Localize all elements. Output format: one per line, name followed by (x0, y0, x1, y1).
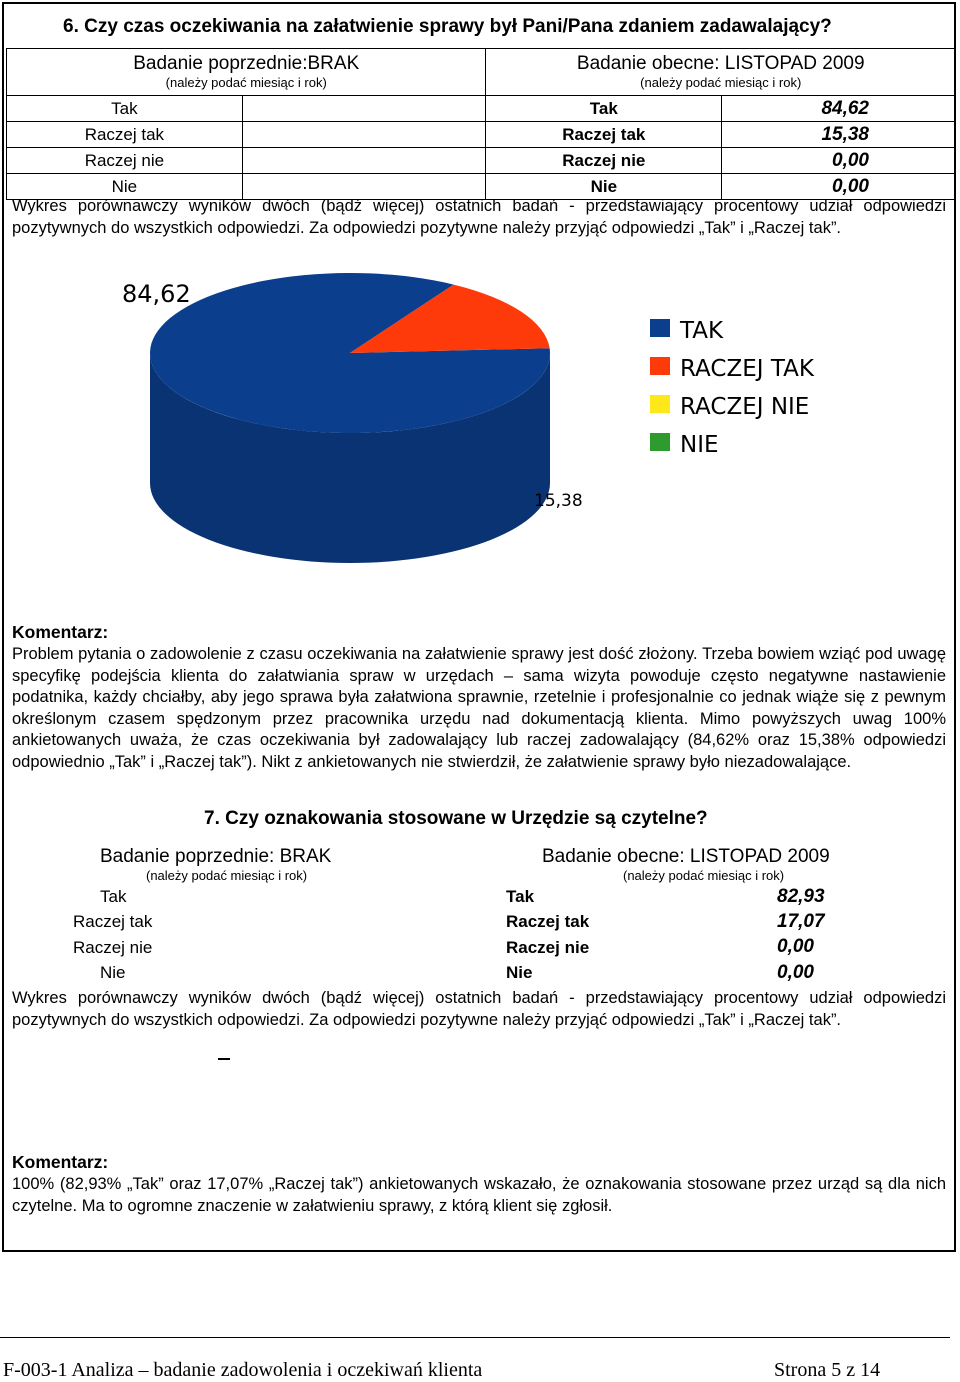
section6-description: Wykres porównawczy wyników dwóch (bądź więcej) ostatnich badań - przedstawiający procentowy udział odpowiedzi pozytywnych do wszystkich odpowiedzi. Za odpowiedzi pozytywne należy przyjąć odpowiedzi „Tak” i „Raczej tak”. (12, 197, 946, 237)
s6-curr-value-1: 15,38 (722, 122, 956, 148)
s7-prev-label-3: Nie (100, 963, 126, 982)
s6-prev-value-0 (242, 96, 486, 122)
s6-curr-label-0: Tak (486, 96, 722, 122)
s7-curr-label-2: Raczej nie (506, 938, 590, 957)
section6-curr-header: Badanie obecne: LISTOPAD 2009 (576, 53, 865, 74)
s6-prev-label-1: Raczej tak (7, 122, 243, 148)
footer-left: F-003-1 Analiza – badanie zadowolenia i oczekiwań klienta (3, 1359, 483, 1381)
s7-curr-value-0: 82,93 (777, 886, 825, 907)
section7-curr-header: Badanie obecne: LISTOPAD 2009 (542, 846, 830, 867)
section7-prev-subnote: (należy podać miesiąc i rok) (146, 868, 308, 883)
section6-prev-header: Badanie poprzednie:BRAK (133, 53, 360, 74)
section7-comment: 100% (82,93% „Tak” oraz 17,07% „Raczej tak”) ankietowanych wskazało, że oznakowania stosowane przez urząd są dla nich czytelne. Ma to ogromne znaczenie w załatwieniu sprawy, z którą klient się zgłosił. (12, 1175, 946, 1215)
s6-curr-value-2: 0,00 (722, 148, 956, 174)
legend-swatch-raczej-nie (650, 395, 670, 413)
pie-data-label-raczej-tak: 15,38 (534, 491, 583, 511)
footer-rule (0, 1337, 950, 1338)
s6-prev-label-3: Nie (7, 174, 243, 200)
legend-swatch-nie (650, 433, 670, 451)
section7-description: Wykres porównawczy wyników dwóch (bądź więcej) ostatnich badań - przedstawiający procentowy udział odpowiedzi pozytywnych do wszystkich odpowiedzi. Za odpowiedzi pozytywne należy przyjąć odpowiedzi „Tak” i „Raczej tak”. (12, 989, 946, 1029)
legend-label-raczej-nie: RACZEJ NIE (680, 394, 810, 420)
s7-prev-label-2: Raczej nie (73, 938, 153, 957)
s7-curr-value-3: 0,00 (777, 962, 814, 983)
s6-curr-label-2: Raczej nie (486, 148, 722, 174)
section6-title: 6. Czy czas oczekiwania na załatwienie sprawy był Pani/Pana zdaniem zadawalający? (63, 16, 832, 37)
section6-curr-subnote: (należy podać miesiąc i rok) (640, 75, 802, 90)
pie-legend (650, 318, 815, 458)
s6-curr-label-3: Nie (486, 174, 722, 200)
s6-prev-value-2 (242, 148, 486, 174)
section6-pie-chart (100, 265, 860, 565)
s6-prev-label-0: Tak (7, 96, 243, 122)
s6-curr-value-0: 84,62 (722, 96, 956, 122)
section6-comment: Problem pytania o zadowolenie z czasu oczekiwania na załatwienie sprawy jest dość złożony. Trzeba bowiem wziąć pod uwagę specyfikę podejścia klienta do załatwiania spraw w urzędach – sama wizyta powoduje często negatywne nastawienie podatnika, każdy chciałby, aby jego sprawa była załatwiona sprawnie, rzetelnie i profesjonalnie co jednak wiąże się z pewnym określonym czasem spędzonym przez pracownika urzędu nad dokumentacją klienta. Mimo powyższych uwag 100% ankietowanych uważa, że czas oczekiwania był zadowalający lub raczej zadowalający (84,62% oraz 15,38% odpowiedzi odpowiednio „Tak” i „Raczej tak”). Nikt z ankietowanych nie stwierdził, że załatwienie sprawy było niezadowalające. (12, 645, 946, 771)
s7-prev-label-1: Raczej tak (73, 912, 153, 931)
s6-curr-value-3: 0,00 (722, 174, 956, 200)
footer-page-number: Strona 5 z 14 (774, 1359, 881, 1381)
section6-comment-label: Komentarz: (12, 622, 109, 642)
section7-comment-label: Komentarz: (12, 1152, 109, 1172)
section7-prev-header: Badanie poprzednie: BRAK (100, 846, 332, 867)
section7-curr-subnote: (należy podać miesiąc i rok) (623, 868, 785, 883)
pie-data-label-tak: 84,62 (122, 280, 191, 308)
legend-swatch-raczej-tak (650, 357, 670, 375)
legend-swatch-tak (650, 319, 670, 337)
s7-curr-label-1: Raczej tak (506, 912, 590, 931)
s6-prev-label-2: Raczej nie (7, 148, 243, 174)
s6-curr-label-1: Raczej tak (486, 122, 722, 148)
s7-curr-label-0: Tak (506, 887, 535, 906)
s7-curr-value-2: 0,00 (777, 936, 814, 957)
section6-prev-subnote: (należy podać miesiąc i rok) (165, 75, 327, 90)
section7-title: 7. Czy oznakowania stosowane w Urzędzie są czytelne? (204, 808, 708, 829)
s7-curr-value-1: 17,07 (777, 911, 825, 932)
legend-label-tak: TAK (680, 318, 724, 344)
legend-label-nie: NIE (680, 432, 719, 458)
stray-dash (218, 1058, 230, 1060)
s7-curr-label-3: Nie (506, 963, 533, 982)
s6-prev-value-1 (242, 122, 486, 148)
section6-table (6, 48, 956, 200)
legend-label-raczej-tak: RACZEJ TAK (680, 356, 814, 382)
s7-prev-label-0: Tak (100, 887, 127, 906)
